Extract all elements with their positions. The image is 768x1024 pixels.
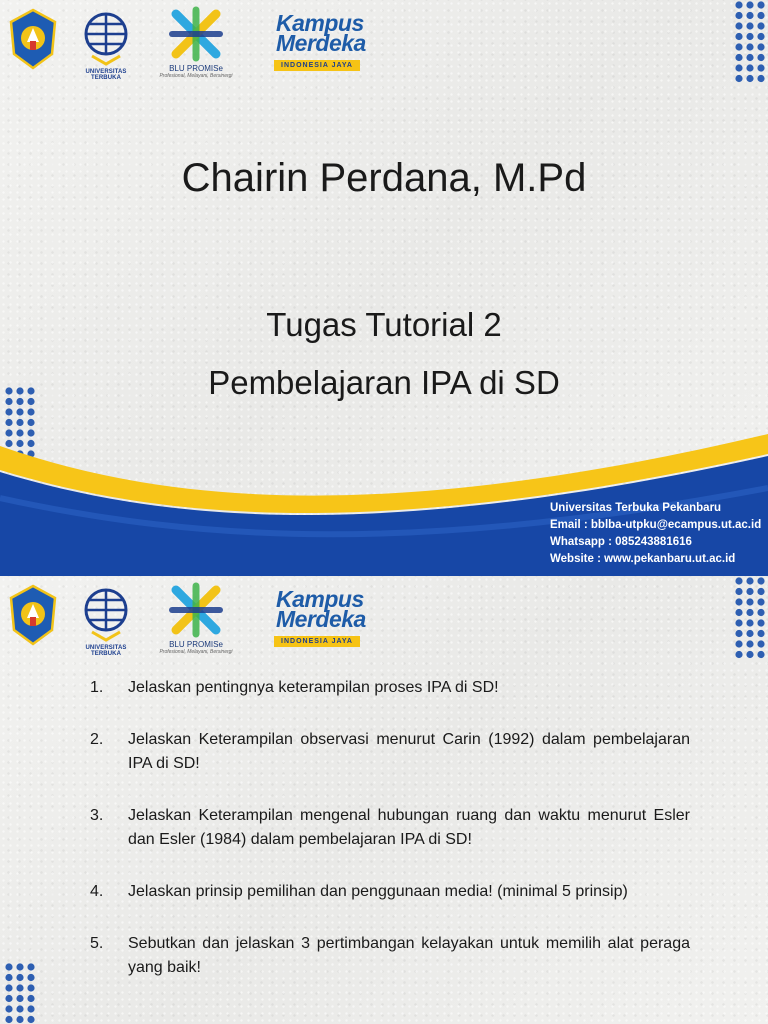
kampus-logo-banner: INDONESIA JAYA xyxy=(274,60,360,71)
contact-website: Website : www.pekanbaru.ut.ac.id xyxy=(550,553,736,565)
dot xyxy=(735,54,742,61)
dot xyxy=(735,609,742,616)
contact-info xyxy=(550,500,761,568)
dot xyxy=(746,75,753,82)
dot xyxy=(27,408,34,415)
blu-logo-label: BLU PROMISe xyxy=(169,64,223,73)
list-item-text: Sebutkan dan jelaskan 3 pertimbangan kelayakan untuk memilih alat peraga yang baik! xyxy=(128,935,690,976)
dot xyxy=(5,1016,12,1023)
dot xyxy=(16,984,23,991)
dot xyxy=(735,33,742,40)
kampus-logo-line2: Merdeka xyxy=(276,606,366,632)
questions-slide xyxy=(0,576,768,1024)
dot xyxy=(27,984,34,991)
dot xyxy=(16,995,23,1002)
dot xyxy=(16,1005,23,1012)
dot xyxy=(16,419,23,426)
dot xyxy=(746,33,753,40)
kampus-logo-line1: Kampus xyxy=(276,10,364,36)
list-item-text: Jelaskan pentingnya keterampilan proses IPA di SD! xyxy=(128,679,499,696)
list-item-number: 3. xyxy=(90,807,104,824)
dot xyxy=(757,577,764,584)
dot xyxy=(757,33,764,40)
universitas-terbuka-logo-icon xyxy=(70,8,142,82)
dot xyxy=(746,598,753,605)
dot xyxy=(757,54,764,61)
dot xyxy=(757,75,764,82)
dot xyxy=(746,630,753,637)
list-item-text: Jelaskan prinsip pemilihan dan penggunaan media! (minimal 5 prinsip) xyxy=(128,883,628,900)
blu-promise-logo-icon xyxy=(158,6,234,82)
dot xyxy=(735,651,742,658)
blu-promise-logo-icon xyxy=(158,582,234,658)
dot xyxy=(735,43,742,50)
kampus-merdeka-logo-icon xyxy=(268,10,364,76)
dot xyxy=(16,408,23,415)
kampus-merdeka-logo-icon xyxy=(268,586,364,652)
dot-pattern-decoration xyxy=(734,576,768,660)
dot xyxy=(5,408,12,415)
dot xyxy=(746,609,753,616)
blu-logo-label: BLU PROMISe xyxy=(169,640,223,649)
dot xyxy=(746,54,753,61)
list-item-number: 2. xyxy=(90,731,104,748)
contact-org: Universitas Terbuka Pekanbaru xyxy=(550,502,722,514)
tut-wuri-handayani-seal-icon xyxy=(8,8,58,70)
list-item-text: Jelaskan Keterampilan mengenal hubungan ruang dan waktu menurut Esler dan Esler (1984) dalam pembelajaran IPA di SD! xyxy=(128,807,690,848)
dot xyxy=(757,598,764,605)
dot xyxy=(757,651,764,658)
dot xyxy=(746,22,753,29)
dot xyxy=(757,64,764,71)
contact-email: Email : bblba-utpku@ecampus.ut.ac.id xyxy=(550,519,762,531)
dot xyxy=(746,619,753,626)
dot xyxy=(27,1016,34,1023)
dot xyxy=(746,640,753,647)
dot xyxy=(757,609,764,616)
dot xyxy=(27,1005,34,1012)
dot xyxy=(735,64,742,71)
dot xyxy=(757,588,764,595)
blu-logo-tagline: Profesional, Melayani, Bersinergi xyxy=(159,73,233,79)
dot-pattern-decoration xyxy=(4,962,38,1024)
blu-logo-tagline: Profesional, Melayani, Bersinergi xyxy=(159,649,233,655)
dot-pattern-decoration xyxy=(734,0,768,84)
kampus-logo-banner: INDONESIA JAYA xyxy=(274,636,360,647)
dot xyxy=(746,64,753,71)
dot xyxy=(735,22,742,29)
dot xyxy=(746,588,753,595)
dot xyxy=(27,974,34,981)
dot xyxy=(5,984,12,991)
dot xyxy=(735,588,742,595)
dot xyxy=(757,630,764,637)
dot xyxy=(735,75,742,82)
ut-logo-label: UNIVERSITAS TERBUKA xyxy=(85,69,127,81)
dot xyxy=(757,12,764,19)
list-item xyxy=(90,880,690,904)
kampus-logo-line2: Merdeka xyxy=(276,30,366,56)
dot xyxy=(27,419,34,426)
dot xyxy=(5,963,12,970)
dot xyxy=(746,1,753,8)
dot xyxy=(27,963,34,970)
presenter-name: Chairin Perdana, M.Pd xyxy=(181,156,587,200)
dot xyxy=(757,640,764,647)
dot xyxy=(16,963,23,970)
dot xyxy=(735,640,742,647)
dot xyxy=(735,12,742,19)
kampus-logo-line1: Kampus xyxy=(276,586,364,612)
list-item xyxy=(90,728,690,776)
dot xyxy=(16,974,23,981)
dot xyxy=(735,598,742,605)
list-item-text: Jelaskan Keterampilan observasi menurut Carin (1992) dalam pembelajaran IPA di SD! xyxy=(128,731,690,772)
logo-bar xyxy=(6,4,386,84)
dot xyxy=(735,1,742,8)
dot xyxy=(746,651,753,658)
slide-title-line1: Tugas Tutorial 2 xyxy=(266,306,502,343)
dot xyxy=(5,995,12,1002)
dot xyxy=(5,1005,12,1012)
dot xyxy=(735,630,742,637)
contact-whatsapp: Whatsapp : 085243881616 xyxy=(550,536,692,548)
question-list xyxy=(90,676,690,1008)
dot xyxy=(735,619,742,626)
list-item xyxy=(90,804,690,852)
dot xyxy=(746,43,753,50)
logo-bar xyxy=(6,580,386,660)
dot xyxy=(16,1016,23,1023)
dot xyxy=(757,43,764,50)
dot xyxy=(757,1,764,8)
ut-logo-label: UNIVERSITAS TERBUKA xyxy=(85,645,127,657)
tut-wuri-handayani-seal-icon xyxy=(8,584,58,646)
slide-title-line2: Pembelajaran IPA di SD xyxy=(208,364,560,401)
dot xyxy=(757,22,764,29)
dot xyxy=(5,974,12,981)
list-item xyxy=(90,932,690,980)
list-item-number: 4. xyxy=(90,883,104,900)
list-item-number: 1. xyxy=(90,679,104,696)
list-item-number: 5. xyxy=(90,935,104,952)
dot xyxy=(746,12,753,19)
dot xyxy=(746,577,753,584)
dot xyxy=(757,619,764,626)
list-item xyxy=(90,676,690,700)
dot xyxy=(735,577,742,584)
dot xyxy=(5,419,12,426)
universitas-terbuka-logo-icon xyxy=(70,584,142,658)
dot xyxy=(27,995,34,1002)
